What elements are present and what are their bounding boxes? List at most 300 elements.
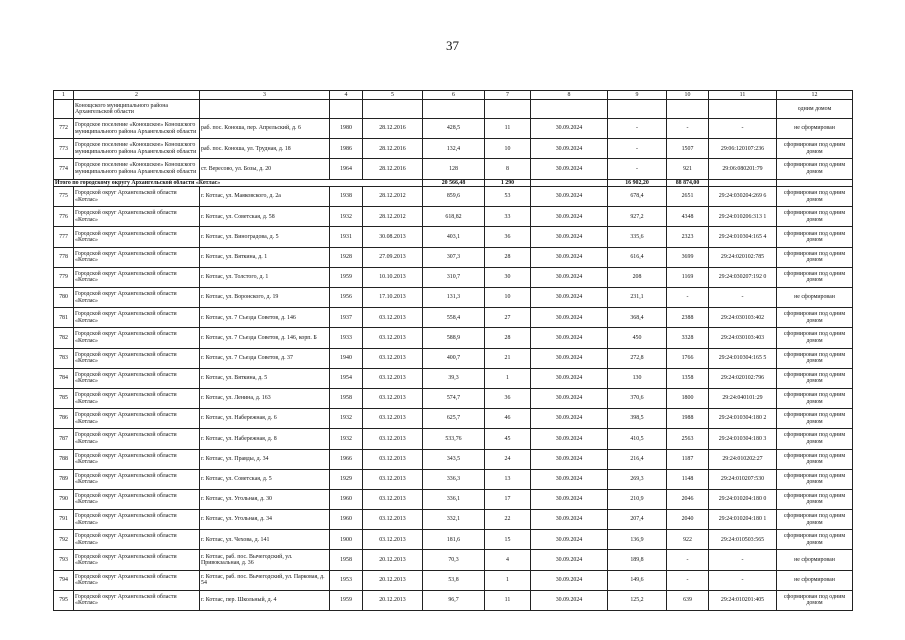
year-cell: 1931 bbox=[330, 227, 363, 247]
area-cell: 310,7 bbox=[423, 267, 485, 287]
year-cell: 1938 bbox=[330, 187, 363, 207]
area2-cell: 125,2 bbox=[608, 590, 667, 610]
residents-cell: 36 bbox=[485, 388, 531, 408]
area2-cell: 927,2 bbox=[608, 207, 667, 227]
area2-cell: 450 bbox=[608, 328, 667, 348]
empty-cell bbox=[363, 100, 423, 119]
cadastre-cell: 29:06:080201:79 bbox=[709, 159, 777, 179]
column-number: 3 bbox=[200, 91, 330, 100]
row-number: 772 bbox=[54, 119, 74, 139]
land-status-cell: не сформирован bbox=[777, 119, 853, 139]
residents-cell: 8 bbox=[485, 159, 531, 179]
date-cell: 20.12.2013 bbox=[363, 590, 423, 610]
plan-date-cell: 30.09.2024 bbox=[531, 207, 608, 227]
table-row bbox=[54, 469, 853, 489]
land-status-cell: сформирован под одним домом bbox=[777, 429, 853, 449]
address-cell: г. Котлас, ул. Набережная, д. 8 bbox=[200, 429, 330, 449]
total-label: Итого по городскому округу Архангельской области «Котлас» bbox=[54, 179, 423, 187]
land-status-cell: сформирован под одним домом bbox=[777, 328, 853, 348]
date-cell: 03.12.2013 bbox=[363, 388, 423, 408]
empty-cell bbox=[485, 100, 531, 119]
cadastre-cell: 29:06:120107:236 bbox=[709, 139, 777, 159]
residents-cell: 28 bbox=[485, 328, 531, 348]
date-cell: 28.12.2016 bbox=[363, 119, 423, 139]
land-status-cell: сформирован под одним домом bbox=[777, 247, 853, 267]
owner-cell: Городской округ Архангельской области «Котлас» bbox=[74, 368, 200, 388]
address-cell: раб. пос. Коноша, пер. Апрельский, д. 6 bbox=[200, 119, 330, 139]
table-row bbox=[54, 227, 853, 247]
date-cell: 03.12.2013 bbox=[363, 409, 423, 429]
address-cell: г. Котлас, ул. Вяткина, д. 1 bbox=[200, 247, 330, 267]
plan-date-cell: 30.09.2024 bbox=[531, 550, 608, 570]
owner-cell: Городской округ Архангельской области «Котлас» bbox=[74, 469, 200, 489]
table-row bbox=[54, 449, 853, 469]
date-cell: 30.08.2013 bbox=[363, 227, 423, 247]
table-row bbox=[54, 489, 853, 509]
plan-date-cell: 30.09.2024 bbox=[531, 159, 608, 179]
area-cell: 131,3 bbox=[423, 288, 485, 308]
address-cell: г. Котлас, ул. Вяткина, д. 5 bbox=[200, 368, 330, 388]
owner-cell: Городской округ Архангельской области «Котлас» bbox=[74, 328, 200, 348]
owner-cell: Городской округ Архангельской области «Котлас» bbox=[74, 449, 200, 469]
address-cell: г. Котлас, ул. Маяковского, д. 2а bbox=[200, 187, 330, 207]
area-cell: 400,7 bbox=[423, 348, 485, 368]
year-cell: 1986 bbox=[330, 139, 363, 159]
plan-date-cell: 30.09.2024 bbox=[531, 489, 608, 509]
year-cell: 1954 bbox=[330, 368, 363, 388]
residents-cell: 13 bbox=[485, 469, 531, 489]
row-number: 784 bbox=[54, 368, 74, 388]
value-cell: 2563 bbox=[667, 429, 709, 449]
housing-register-table bbox=[53, 90, 853, 611]
row-number: 777 bbox=[54, 227, 74, 247]
address-cell: г. Котлас, ул. 7 Съезда Советов, д. 146, корп. Б bbox=[200, 328, 330, 348]
row-number: 789 bbox=[54, 469, 74, 489]
plan-date-cell: 30.09.2024 bbox=[531, 308, 608, 328]
table-row bbox=[54, 267, 853, 287]
year-cell: 1929 bbox=[330, 469, 363, 489]
plan-date-cell: 30.09.2024 bbox=[531, 227, 608, 247]
area2-cell: 130 bbox=[608, 368, 667, 388]
empty-cell bbox=[667, 100, 709, 119]
year-cell: 1960 bbox=[330, 489, 363, 509]
land-status-cell: сформирован под одним домом bbox=[777, 510, 853, 530]
column-number: 10 bbox=[667, 91, 709, 100]
date-cell: 03.12.2013 bbox=[363, 308, 423, 328]
year-cell: 1932 bbox=[330, 429, 363, 449]
date-cell: 03.12.2013 bbox=[363, 489, 423, 509]
date-cell: 20.12.2013 bbox=[363, 570, 423, 590]
row-number: 781 bbox=[54, 308, 74, 328]
date-cell: 28.12.2012 bbox=[363, 207, 423, 227]
page-number: 37 bbox=[446, 38, 459, 53]
value-cell: 922 bbox=[667, 530, 709, 550]
area2-cell: 207,4 bbox=[608, 510, 667, 530]
row-number bbox=[54, 100, 74, 119]
cadastre-cell: - bbox=[709, 570, 777, 590]
table-row bbox=[54, 308, 853, 328]
area2-cell: 616,4 bbox=[608, 247, 667, 267]
year-cell: 1956 bbox=[330, 288, 363, 308]
land-status-cell: сформирован под одним домом bbox=[777, 469, 853, 489]
table-row bbox=[54, 328, 853, 348]
plan-date-cell: 30.09.2024 bbox=[531, 267, 608, 287]
value-cell: - bbox=[667, 570, 709, 590]
address-cell: г. Котлас, ул. Угольная, д. 30 bbox=[200, 489, 330, 509]
owner-cell: Городской округ Архангельской области «Котлас» bbox=[74, 409, 200, 429]
plan-date-cell: 30.09.2024 bbox=[531, 510, 608, 530]
table-row bbox=[54, 409, 853, 429]
area2-cell: 189,8 bbox=[608, 550, 667, 570]
year-cell: 1964 bbox=[330, 159, 363, 179]
value-cell: 3699 bbox=[667, 247, 709, 267]
row-number: 779 bbox=[54, 267, 74, 287]
date-cell: 17.10.2013 bbox=[363, 288, 423, 308]
address-cell: г. Котлас, ул. Ленина, д. 163 bbox=[200, 388, 330, 408]
owner-cell: Городской округ Архангельской области «Котлас» bbox=[74, 510, 200, 530]
cadastre-cell: 29:24:010304:165 5 bbox=[709, 348, 777, 368]
row-number: 775 bbox=[54, 187, 74, 207]
land-status-cell: сформирован под одним домом bbox=[777, 267, 853, 287]
year-cell: 1959 bbox=[330, 590, 363, 610]
row-number: 795 bbox=[54, 590, 74, 610]
table-row bbox=[54, 550, 853, 570]
area-cell: 574,7 bbox=[423, 388, 485, 408]
column-number: 2 bbox=[74, 91, 200, 100]
area2-cell: 335,6 bbox=[608, 227, 667, 247]
address-cell: г. Котлас, ул. 7 Съезда Советов, д. 146 bbox=[200, 308, 330, 328]
owner-cell: Городской округ Архангельской области «Котлас» bbox=[74, 530, 200, 550]
address-cell: ст. Вересово, ул. Бозы, д. 20 bbox=[200, 159, 330, 179]
date-cell: 28.12.2016 bbox=[363, 139, 423, 159]
residents-cell: 33 bbox=[485, 207, 531, 227]
address-cell: г. Котлас, раб. пос. Вычегодский, ул. Парковая, д. 54 bbox=[200, 570, 330, 590]
owner-cell: Городской округ Архангельской области «Котлас» bbox=[74, 288, 200, 308]
table-row bbox=[54, 429, 853, 449]
area-cell: 336,1 bbox=[423, 489, 485, 509]
date-cell: 28.12.2012 bbox=[363, 187, 423, 207]
value-cell: 4348 bbox=[667, 207, 709, 227]
area2-cell: 208 bbox=[608, 267, 667, 287]
owner-cell: Городское поселение «Коношское» Коношского муниципального района Архангельской области bbox=[74, 119, 200, 139]
row-number: 787 bbox=[54, 429, 74, 449]
owner-cell: Городской округ Архангельской области «Котлас» bbox=[74, 247, 200, 267]
year-cell: 1966 bbox=[330, 449, 363, 469]
owner-cell: Городской округ Архангельской области «Котлас» bbox=[74, 348, 200, 368]
address-cell: г. Котлас, ул. Советская, д. 5 bbox=[200, 469, 330, 489]
residents-cell: 11 bbox=[485, 590, 531, 610]
value-cell: 1507 bbox=[667, 139, 709, 159]
owner-cell: Городской округ Архангельской области «Котлас» bbox=[74, 187, 200, 207]
land-status-cell: сформирован под одним домом bbox=[777, 207, 853, 227]
row-number: 778 bbox=[54, 247, 74, 267]
empty-cell bbox=[709, 100, 777, 119]
owner-cell: Городской округ Архангельской области «Котлас» bbox=[74, 388, 200, 408]
column-number: 7 bbox=[485, 91, 531, 100]
year-cell: 1900 bbox=[330, 530, 363, 550]
land-status-cell: сформирован под одним домом bbox=[777, 388, 853, 408]
value-cell: 1358 bbox=[667, 368, 709, 388]
plan-date-cell: 30.09.2024 bbox=[531, 469, 608, 489]
table-row bbox=[54, 590, 853, 610]
residents-cell: 45 bbox=[485, 429, 531, 449]
cadastre-cell: 29:24:020102:796 bbox=[709, 368, 777, 388]
total-area2: 16 902,20 bbox=[608, 179, 667, 187]
cadastre-cell: 29:24:010204:180 0 bbox=[709, 489, 777, 509]
area-cell: 618,82 bbox=[423, 207, 485, 227]
cadastre-cell: 29:24:030204:269 6 bbox=[709, 187, 777, 207]
cadastre-cell: 29:24:020102:785 bbox=[709, 247, 777, 267]
land-status-cell: сформирован под одним домом bbox=[777, 159, 853, 179]
column-number: 8 bbox=[531, 91, 608, 100]
year-cell: 1953 bbox=[330, 570, 363, 590]
cadastre-cell: 29:24:010503:565 bbox=[709, 530, 777, 550]
land-status-cell: сформирован под одним домом bbox=[777, 489, 853, 509]
value-cell: 2388 bbox=[667, 308, 709, 328]
residents-cell: 22 bbox=[485, 510, 531, 530]
table-row bbox=[54, 159, 853, 179]
row-number: 774 bbox=[54, 159, 74, 179]
empty-cell bbox=[608, 100, 667, 119]
row-number: 791 bbox=[54, 510, 74, 530]
year-cell: 1980 bbox=[330, 119, 363, 139]
date-cell: 28.12.2016 bbox=[363, 159, 423, 179]
plan-date-cell: 30.09.2024 bbox=[531, 530, 608, 550]
column-number-row bbox=[54, 91, 853, 100]
cadastre-cell: - bbox=[709, 288, 777, 308]
area-cell: 181,6 bbox=[423, 530, 485, 550]
land-status-cell: не сформирован bbox=[777, 550, 853, 570]
area2-cell: 149,6 bbox=[608, 570, 667, 590]
area2-cell: 368,4 bbox=[608, 308, 667, 328]
owner-cell: Городской округ Архангельской области «Котлас» bbox=[74, 267, 200, 287]
table-row bbox=[54, 530, 853, 550]
residents-cell: 28 bbox=[485, 247, 531, 267]
area-cell: 70,3 bbox=[423, 550, 485, 570]
date-cell: 03.12.2013 bbox=[363, 469, 423, 489]
column-number: 6 bbox=[423, 91, 485, 100]
address-cell: г. Котлас, ул. Правды, д. 34 bbox=[200, 449, 330, 469]
land-status-cell: сформирован под одним домом bbox=[777, 409, 853, 429]
year-cell: 1928 bbox=[330, 247, 363, 267]
residents-cell: 21 bbox=[485, 348, 531, 368]
value-cell: 2323 bbox=[667, 227, 709, 247]
owner-cell: Городское поселение «Коношское» Коношского муниципального района Архангельской области bbox=[74, 159, 200, 179]
cadastre-cell: - bbox=[709, 550, 777, 570]
land-status-cell: сформирован под одним домом bbox=[777, 530, 853, 550]
land-status-cell: одним домом bbox=[777, 100, 853, 119]
plan-date-cell: 30.09.2024 bbox=[531, 429, 608, 449]
residents-cell: 53 bbox=[485, 187, 531, 207]
address-cell: г. Котлас, пер. Школьный, д. 4 bbox=[200, 590, 330, 610]
residents-cell: 1 bbox=[485, 368, 531, 388]
owner-cell: Городское поселение «Коношское» Коношского муниципального района Архангельской области bbox=[74, 139, 200, 159]
cadastre-cell: 29:24:010204:180 1 bbox=[709, 510, 777, 530]
area2-cell: - bbox=[608, 139, 667, 159]
plan-date-cell: 30.09.2024 bbox=[531, 449, 608, 469]
value-cell: 3328 bbox=[667, 328, 709, 348]
owner-cell: Городской округ Архангельской области «Котлас» bbox=[74, 308, 200, 328]
cadastre-cell: 29:24:030103:403 bbox=[709, 328, 777, 348]
land-status-cell: сформирован под одним домом bbox=[777, 348, 853, 368]
value-cell: 2040 bbox=[667, 510, 709, 530]
area-cell: 859,6 bbox=[423, 187, 485, 207]
area2-cell: 136,9 bbox=[608, 530, 667, 550]
area2-cell: 272,8 bbox=[608, 348, 667, 368]
year-cell: 1933 bbox=[330, 328, 363, 348]
column-number: 5 bbox=[363, 91, 423, 100]
area-cell: 428,5 bbox=[423, 119, 485, 139]
area-cell: 625,7 bbox=[423, 409, 485, 429]
date-cell: 03.12.2013 bbox=[363, 449, 423, 469]
residents-cell: 27 bbox=[485, 308, 531, 328]
value-cell: 1148 bbox=[667, 469, 709, 489]
date-cell: 20.12.2013 bbox=[363, 550, 423, 570]
area2-cell: 216,4 bbox=[608, 449, 667, 469]
value-cell: 1766 bbox=[667, 348, 709, 368]
total-row bbox=[54, 179, 853, 187]
value-cell: 1187 bbox=[667, 449, 709, 469]
row-number: 790 bbox=[54, 489, 74, 509]
area2-cell: - bbox=[608, 159, 667, 179]
date-cell: 03.12.2013 bbox=[363, 510, 423, 530]
plan-date-cell: 30.09.2024 bbox=[531, 119, 608, 139]
empty-cell bbox=[200, 100, 330, 119]
area-cell: 558,4 bbox=[423, 308, 485, 328]
area-cell: 128 bbox=[423, 159, 485, 179]
area-cell: 336,3 bbox=[423, 469, 485, 489]
address-cell: г. Котлас, ул. Толстого, д. 1 bbox=[200, 267, 330, 287]
value-cell: - bbox=[667, 550, 709, 570]
address-cell: г. Котлас, ул. 7 Съезда Советов, д. 37 bbox=[200, 348, 330, 368]
owner-cell: Городской округ Архангельской области «Котлас» bbox=[74, 429, 200, 449]
date-cell: 03.12.2013 bbox=[363, 530, 423, 550]
plan-date-cell: 30.09.2024 bbox=[531, 590, 608, 610]
table-row bbox=[54, 207, 853, 227]
residents-cell: 17 bbox=[485, 489, 531, 509]
column-number: 12 bbox=[777, 91, 853, 100]
row-number: 792 bbox=[54, 530, 74, 550]
land-status-cell: не сформирован bbox=[777, 570, 853, 590]
table-row bbox=[54, 288, 853, 308]
cadastre-cell: 29:24:030207:192 0 bbox=[709, 267, 777, 287]
land-status-cell: сформирован под одним домом bbox=[777, 449, 853, 469]
address-cell: г. Котлас, ул. Угольная, д. 34 bbox=[200, 510, 330, 530]
owner-cell: Городской округ Архангельской области «Котлас» bbox=[74, 489, 200, 509]
area2-cell: 410,5 bbox=[608, 429, 667, 449]
row-number: 783 bbox=[54, 348, 74, 368]
year-cell: 1960 bbox=[330, 510, 363, 530]
value-cell: 2651 bbox=[667, 187, 709, 207]
residents-cell: 46 bbox=[485, 409, 531, 429]
area-cell: 588,9 bbox=[423, 328, 485, 348]
row-number: 776 bbox=[54, 207, 74, 227]
column-number: 4 bbox=[330, 91, 363, 100]
owner-cell: Городской округ Архангельской области «Котлас» bbox=[74, 227, 200, 247]
land-status-cell: сформирован под одним домом bbox=[777, 308, 853, 328]
cadastre-cell: 29:24:010206:313 1 bbox=[709, 207, 777, 227]
address-cell: г. Котлас, ул. Воронского, д. 19 bbox=[200, 288, 330, 308]
empty-cell bbox=[777, 179, 853, 187]
value-cell: - bbox=[667, 288, 709, 308]
residents-cell: 36 bbox=[485, 227, 531, 247]
empty-cell bbox=[423, 100, 485, 119]
year-cell: 1940 bbox=[330, 348, 363, 368]
value-cell: 1988 bbox=[667, 409, 709, 429]
table-row bbox=[54, 570, 853, 590]
empty-cell bbox=[330, 100, 363, 119]
residents-cell: 10 bbox=[485, 139, 531, 159]
cadastre-cell: 29:24:010201:405 bbox=[709, 590, 777, 610]
area-cell: 403,1 bbox=[423, 227, 485, 247]
owner-cell: Городской округ Архангельской области «Котлас» bbox=[74, 570, 200, 590]
residents-cell: 15 bbox=[485, 530, 531, 550]
row-number: 773 bbox=[54, 139, 74, 159]
area2-cell: 370,6 bbox=[608, 388, 667, 408]
land-status-cell: сформирован под одним домом bbox=[777, 187, 853, 207]
row-number: 780 bbox=[54, 288, 74, 308]
date-cell: 27.09.2013 bbox=[363, 247, 423, 267]
land-status-cell: сформирован под одним домом bbox=[777, 590, 853, 610]
date-cell: 03.12.2013 bbox=[363, 429, 423, 449]
empty-cell bbox=[531, 179, 608, 187]
cadastre-cell: 29:24:040101:29 bbox=[709, 388, 777, 408]
date-cell: 03.12.2013 bbox=[363, 328, 423, 348]
value-cell: - bbox=[667, 119, 709, 139]
row-number: 794 bbox=[54, 570, 74, 590]
address-cell: г. Котлас, ул. Чехова, д. 141 bbox=[200, 530, 330, 550]
row-number: 782 bbox=[54, 328, 74, 348]
plan-date-cell: 30.09.2024 bbox=[531, 328, 608, 348]
empty-cell bbox=[531, 100, 608, 119]
table-row bbox=[54, 510, 853, 530]
area2-cell: 231,1 bbox=[608, 288, 667, 308]
area-cell: 132,4 bbox=[423, 139, 485, 159]
residents-cell: 4 bbox=[485, 550, 531, 570]
year-cell: 1959 bbox=[330, 267, 363, 287]
total-residents: 1 290 bbox=[485, 179, 531, 187]
area-cell: 332,1 bbox=[423, 510, 485, 530]
column-number: 11 bbox=[709, 91, 777, 100]
address-cell: г. Котлас, ул. Набережная, д. 6 bbox=[200, 409, 330, 429]
address-cell: г. Котлас, ул. Виноградова, д. 5 bbox=[200, 227, 330, 247]
residents-cell: 11 bbox=[485, 119, 531, 139]
plan-date-cell: 30.09.2024 bbox=[531, 570, 608, 590]
year-cell: 1958 bbox=[330, 388, 363, 408]
row-number: 793 bbox=[54, 550, 74, 570]
value-cell: 2046 bbox=[667, 489, 709, 509]
owner-cell: Городской округ Архангельской области «Котлас» bbox=[74, 550, 200, 570]
owner-cell: Городской округ Архангельской области «Котлас» bbox=[74, 590, 200, 610]
residents-cell: 24 bbox=[485, 449, 531, 469]
land-status-cell: сформирован под одним домом bbox=[777, 368, 853, 388]
area-cell: 96,7 bbox=[423, 590, 485, 610]
table-row bbox=[54, 388, 853, 408]
row-number: 786 bbox=[54, 409, 74, 429]
plan-date-cell: 30.09.2024 bbox=[531, 288, 608, 308]
cadastre-cell: 29:24:010304:180 3 bbox=[709, 429, 777, 449]
row-number: 785 bbox=[54, 388, 74, 408]
area-cell: 39,3 bbox=[423, 368, 485, 388]
land-status-cell: сформирован под одним домом bbox=[777, 227, 853, 247]
table-row bbox=[54, 247, 853, 267]
year-cell: 1932 bbox=[330, 207, 363, 227]
cadastre-cell: - bbox=[709, 119, 777, 139]
plan-date-cell: 30.09.2024 bbox=[531, 388, 608, 408]
year-cell: 1937 bbox=[330, 308, 363, 328]
plan-date-cell: 30.09.2024 bbox=[531, 348, 608, 368]
land-status-cell: не сформирован bbox=[777, 288, 853, 308]
